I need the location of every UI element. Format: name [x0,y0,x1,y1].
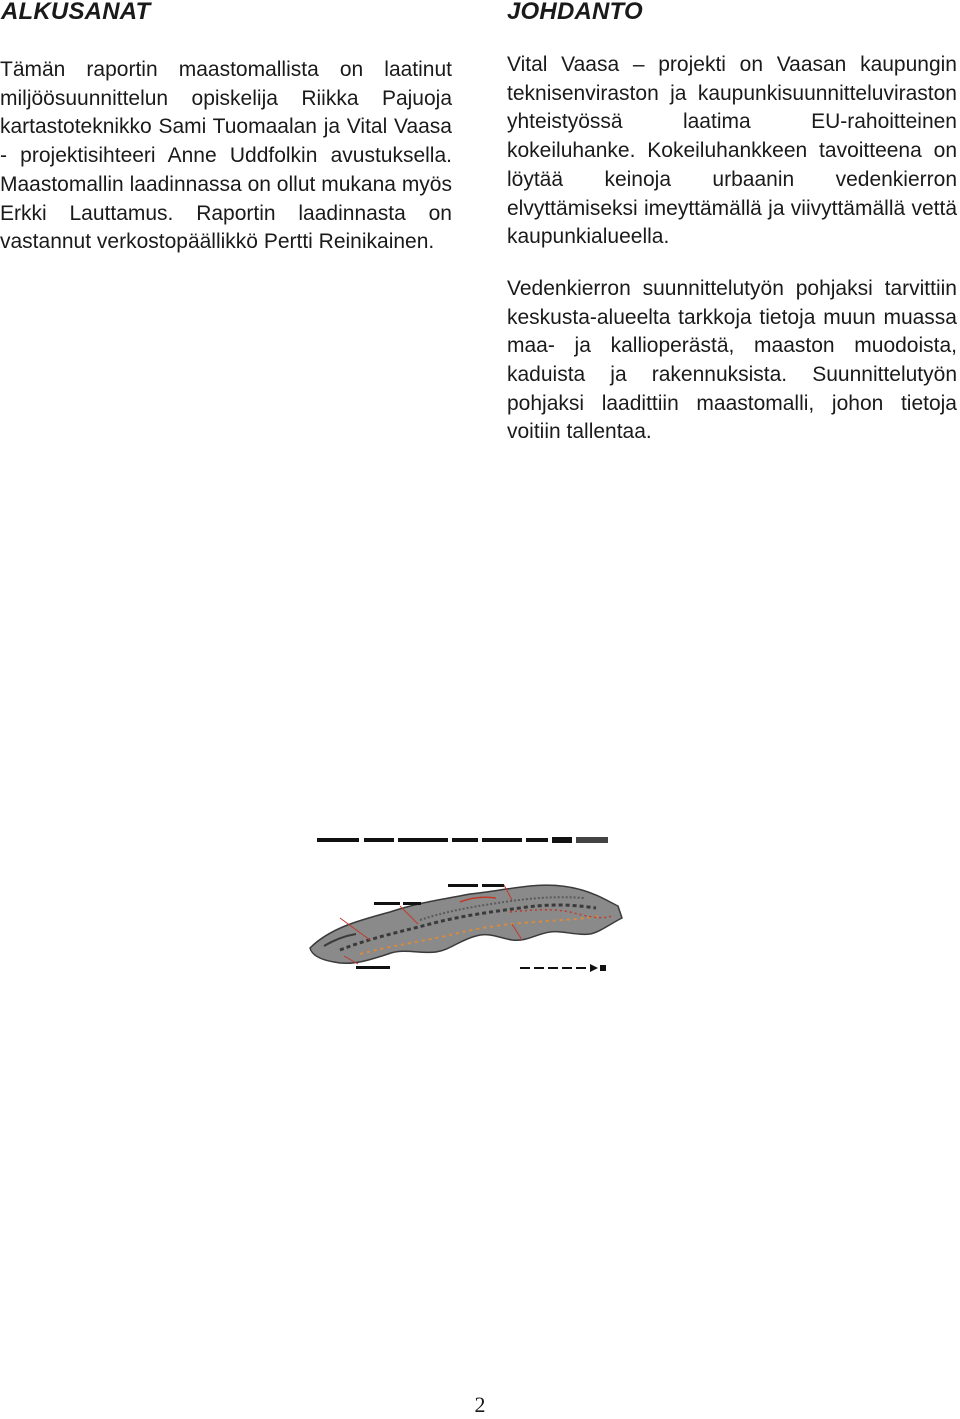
page-number: 2 [474,1392,486,1417]
foreword-paragraph: Tämän raportin maastomallista on laatinut miljöösuunnittelun opiskelija Riikka Pajuoja kartastoteknikko Sami Tuomaalan ja Vital Vaasa - projektisihteeri Anne Uddfolkin avustuksella. Maastomallin laadinnassa on ollut mukana myös Erkki Lauttamus. Raportin laadinnasta on vastannut verkostopäällikkö Pertti Reinikainen. [0,58,452,254]
terrain-model-figure [300,828,630,988]
terrain-body [310,885,622,963]
section-heading-alkusanat: ALKUSANAT [1,0,151,25]
introduction-paragraph-1: Vital Vaasa – projekti on Vaasan kaupungin teknisenviraston ja kaupunkisuunnitteluviraston yhteistyössä laatima EU-rahoitteinen kokeiluhanke. Kokeiluhankkeen tavoitteena on löytää keinoja urbaanin vedenkierron elvyttämiseksi imeyttämällä ja viivyttämällä vettä kaupunkialueella. [507,53,957,249]
right-column [507,0,957,447]
section-heading-johdanto: JOHDANTO [507,0,643,25]
introduction-paragraph-2: Vedenkierron suunnittelutyön pohjaksi tarvittiin keskusta-alueelta tarkkoja tietoja muun muassa maa- ja kallioperästä, maaston muodoista, kaduista ja rakennuksista. Suunnittelutyön pohjaksi laadittiin maastomalli, johon tietoja voitiin tallentaa. [507,276,957,444]
terrain-model-map [300,828,630,988]
north-arrow-icon [520,964,606,972]
left-column [0,0,452,257]
figure-title-strip [317,837,608,843]
